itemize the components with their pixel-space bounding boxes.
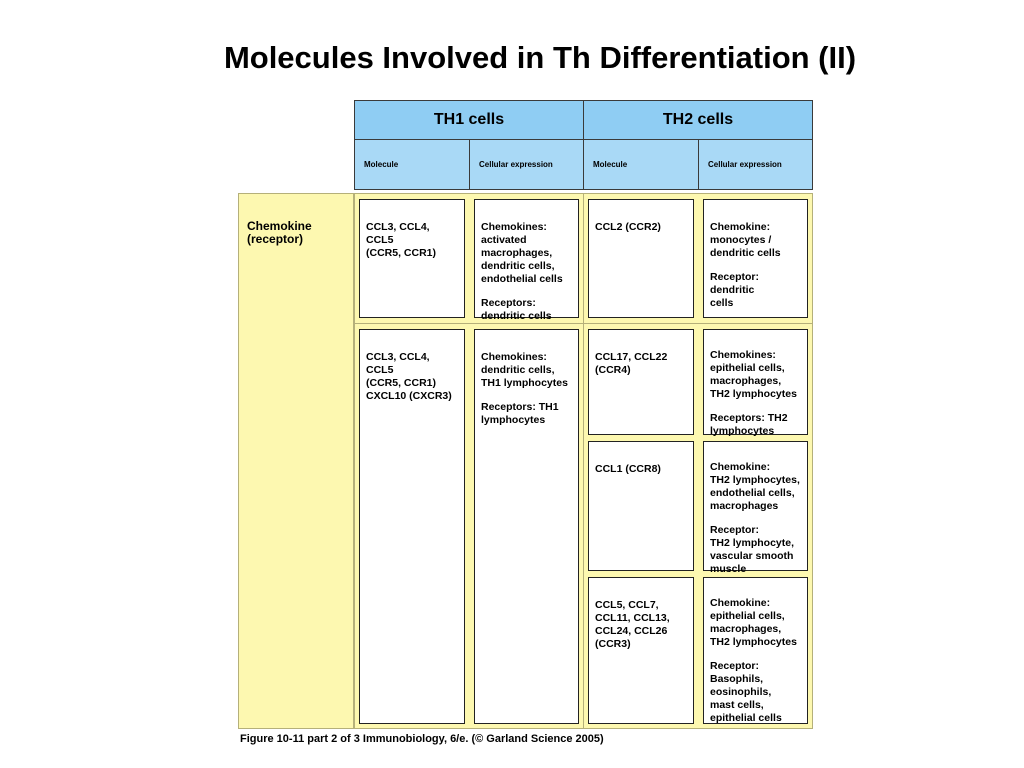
th2-block3-expression <box>703 441 808 575</box>
caption-figure: Figure 10-11 part 2 of 3 <box>240 733 360 745</box>
th2-block3-molecule-text: CCL1 (CCR8) <box>595 463 661 475</box>
th2-molecule-header: Molecule <box>583 139 699 190</box>
th2-block3-expression-a: Chemokine: TH2 lymphocytes, endothelial cells, macrophages <box>710 461 800 512</box>
th2-block2-molecule <box>588 329 694 435</box>
th2-block2-expression <box>703 329 808 435</box>
th1-molecule-header: Molecule <box>354 139 470 190</box>
th2-block1-expression-a: Chemokine: monocytes / dendritic cells <box>710 221 781 259</box>
th2-block4-expression-a: Chemokine: epithelial cells, macrophages, TH2 lymphocytes <box>710 597 797 648</box>
th1-block1-molecule <box>359 199 465 318</box>
row-label-chemokine: Chemokine (receptor) <box>238 193 354 729</box>
caption-source: Immunobiology, 6/e. (© Garland Science 2005) <box>362 733 604 745</box>
th2-block4-molecule-text: CCL5, CCL7, CCL11, CCL13, CCL24, CCL26 (CCR3) <box>595 599 670 650</box>
th1-header: TH1 cells <box>354 100 584 140</box>
th2-block4-molecule <box>588 577 694 724</box>
th1-block2-expression-a: Chemokines: dendritic cells, TH1 lymphocytes <box>481 351 568 389</box>
th2-block3-molecule <box>588 441 694 571</box>
th2-expression-header: Cellular expression <box>698 139 813 190</box>
th1-block1-molecule-text: CCL3, CCL4, CCL5 (CCR5, CCR1) <box>366 221 437 259</box>
th2-block2-molecule-text: CCL17, CCL22 (CCR4) <box>595 351 668 376</box>
th2-block4-expression <box>703 577 808 724</box>
th2-block3-expression-b: Receptor: TH2 lymphocyte, vascular smooth muscle <box>710 524 795 575</box>
th1-block2-expression-b: Receptors: TH1 lymphocytes <box>481 401 559 426</box>
th1-expression-header: Cellular expression <box>469 139 584 190</box>
th2-block1-molecule <box>588 199 694 318</box>
page-title: Molecules Involved in Th Differentiation (II) <box>223 40 857 75</box>
th1-block1-expression-a: Chemokines: activated macrophages, dendritic cells, endothelial cells <box>481 221 563 285</box>
th1-block2-molecule <box>359 329 465 724</box>
th1-block2-expression <box>474 329 579 724</box>
th2-block1-expression <box>703 199 808 318</box>
th1-block1-expression <box>474 199 579 322</box>
th1-block2-molecule-text: CCL3, CCL4, CCL5 (CCR5, CCR1) CXCL10 (CXCR3) <box>366 351 452 402</box>
th2-block1-molecule-text: CCL2 (CCR2) <box>595 221 661 233</box>
th2-block2-expression-b: Receptors: TH2 lymphocytes <box>710 412 788 437</box>
th2-block1-expression-b: Receptor: dendritic cells <box>710 271 760 309</box>
th2-block4-expression-b: Receptor: Basophils, eosinophils, mast cells, epithelial cells <box>710 660 782 724</box>
figure-caption <box>240 733 604 745</box>
th2-header: TH2 cells <box>583 100 813 140</box>
th1-block1-expression-b: Receptors: dendritic cells <box>481 297 552 322</box>
th2-block2-expression-a: Chemokines: epithelial cells, macrophages, TH2 lymphocytes <box>710 349 797 400</box>
